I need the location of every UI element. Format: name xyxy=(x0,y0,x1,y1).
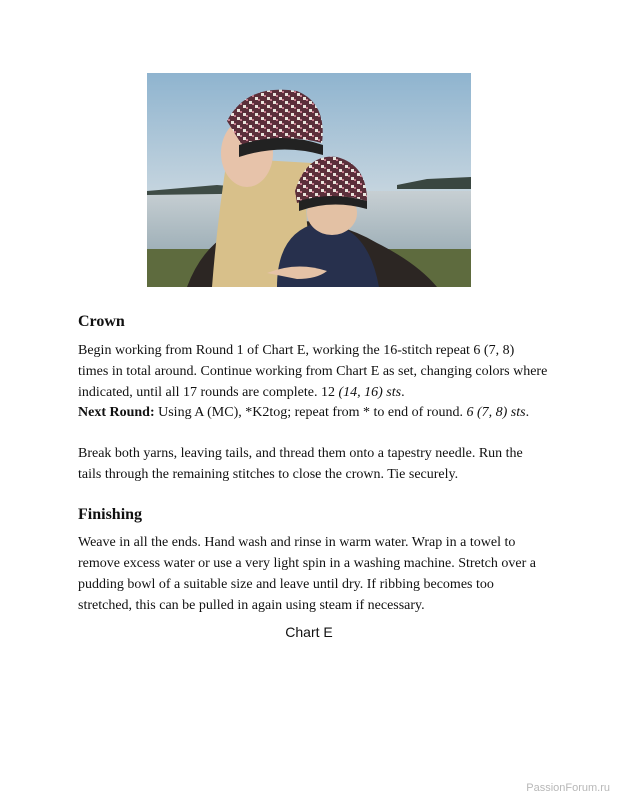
watermark: PassionForum.ru xyxy=(526,782,610,794)
crown-paragraph-3: Break both yarns, leaving tails, and thread them onto a tapestry needle. Run the tails through the remaining stitches to close the crown. Tie securely. xyxy=(78,446,523,482)
chart-caption: Chart E xyxy=(285,624,333,640)
crown-heading: Crown xyxy=(78,313,125,330)
crown-paragraph-2: Next Round: Using A (MC), *K2tog; repeat from * to end of round. 6 (7, 8) sts. xyxy=(78,405,530,420)
finishing-heading: Finishing xyxy=(78,506,143,523)
crown-paragraph-1: Begin working from Round 1 of Chart E, working the 16-stitch repeat 6 (7, 8) times in total around. Continue working from Chart E as set, changing colors where indicated, until all 17 rounds are complete. 12 (14, 16) sts. xyxy=(78,343,548,400)
finishing-paragraph: Weave in all the ends. Hand wash and rinse in warm water. Wrap in a towel to remove excess water or use a very light spin in a washing machine. Stretch over a pudding bowl of a suitable size and leave until dry. If ribbing becomes too stretched, this can be pulled in again using steam if necessary. xyxy=(78,535,536,613)
hero-photo xyxy=(147,73,471,287)
